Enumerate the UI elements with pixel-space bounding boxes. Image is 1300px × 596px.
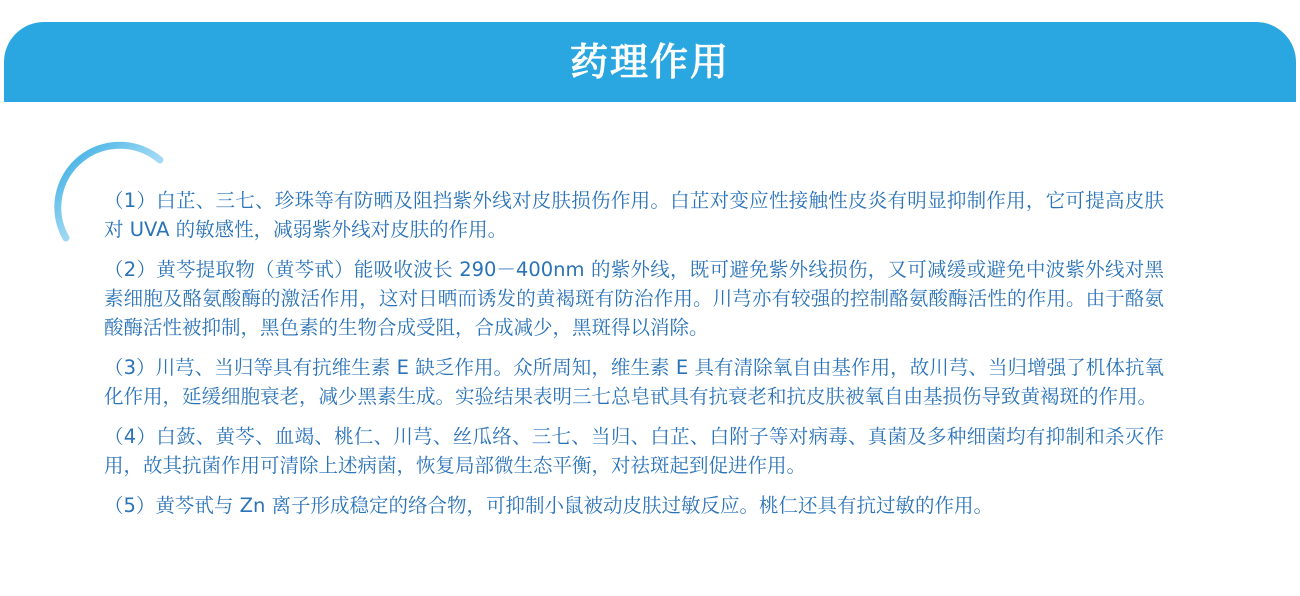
paragraph-5: （5）黄芩甙与 Zn 离子形成稳定的络合物，可抑制小鼠被动皮肤过敏反应。桃仁还具有抗过敏的作用。 — [104, 494, 994, 517]
paragraph-3: （3）川芎、当归等具有抗维生素 E 缺乏作用。众所周知，维生素 E 具有清除氧自由基作用，故川芎、当归增强了机体抗氧化作用，延缓细胞衰老，减少黑素生成。实验结果表明三七总皂甙具有抗衰老和抗皮肤被氧自由基损伤导致黄褐斑的作用。 — [104, 356, 1164, 408]
header-banner — [4, 22, 1296, 102]
article-body — [104, 186, 1164, 531]
paragraph-1: （1）白芷、三七、珍珠等有防晒及阻挡紫外线对皮肤损伤作用。白芷对变应性接触性皮炎有明显抑制作用，它可提高皮肤对 UVA 的敏感性，减弱紫外线对皮肤的作用。 — [104, 189, 1164, 241]
paragraph-4: （4）白蔹、黄芩、血竭、桃仁、川芎、丝瓜络、三七、当归、白芷、白附子等对病毒、真菌及多种细菌均有抑制和杀灭作用，故其抗菌作用可清除上述病菌，恢复局部微生态平衡，对祛斑起到促进作用。 — [104, 425, 1164, 477]
page-title: 药理作用 — [569, 40, 730, 84]
paragraph-2: （2）黄芩提取物（黄芩甙）能吸收波长 290－400nm 的紫外线，既可避免紫外线损伤，又可减缓或避免中波紫外线对黑素细胞及酪氨酸酶的激活作用，这对日晒而诱发的黄褐斑有防治作用。川芎亦有较强的控制酪氨酸酶活性的作用。由于酪氨酸酶活性被抑制，黑色素的生物合成受阻，合成减少，黑斑得以消除。 — [104, 258, 1164, 339]
